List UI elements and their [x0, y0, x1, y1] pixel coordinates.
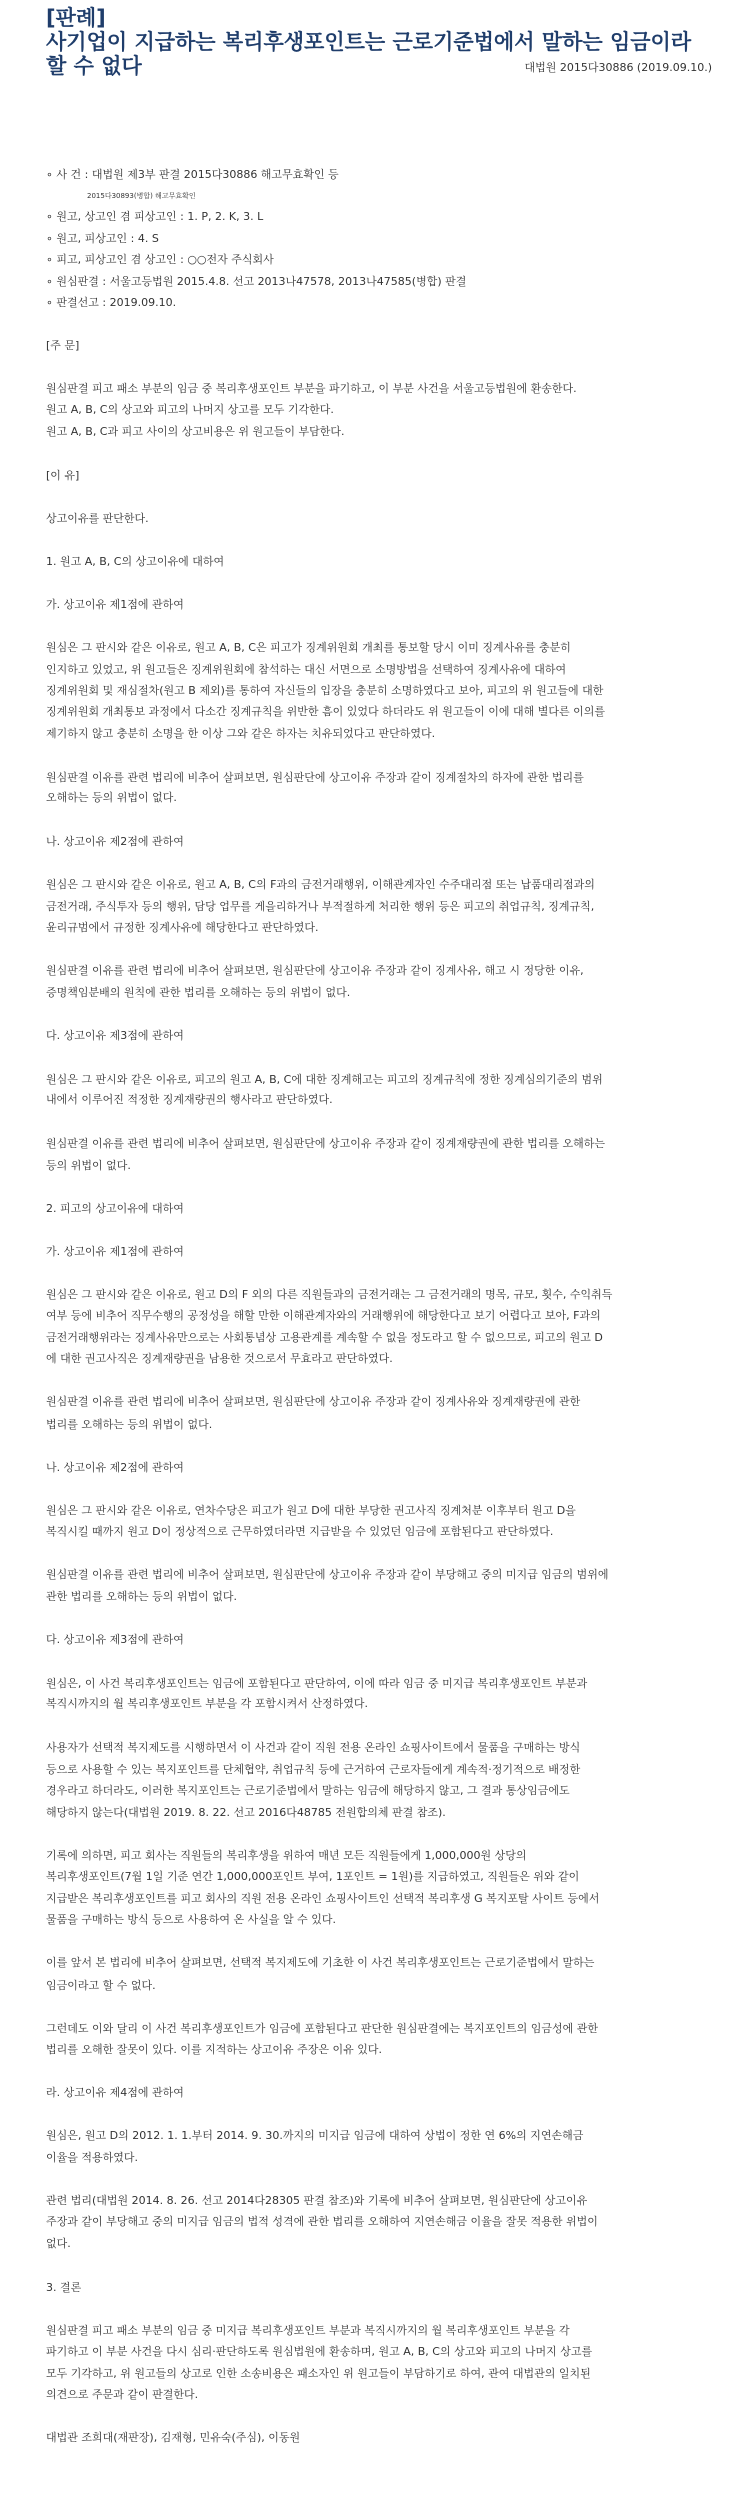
subsection-heading: 2. 피고의 상고이유에 대하여	[46, 1202, 184, 1215]
title-line: 사기업이 지급하는 복리후생포인트는 근로기준법에서 말하는 임금이라	[46, 30, 692, 54]
body-text-line: 원심판결 이유를 관련 법리에 비추어 살펴보면, 원심판단에 상고이유 주장과 같이 징계절차의 하자에 관한 법리를	[46, 770, 584, 784]
body-text-line: 오해하는 등의 위법이 없다.	[46, 791, 177, 805]
body-text-line: 원고 A, B, C과 피고 사이의 상고비용은 위 원고들이 부담한다.	[46, 425, 345, 439]
body-text-line: 기록에 의하면, 피고 회사는 직원들의 복리후생을 위하여 매년 모든 직원들에게 1,000,000원 상당의	[46, 1849, 527, 1863]
judges-signature: 대법관 조희대(재판장), 김재형, 민유숙(주심), 이동원	[46, 2430, 301, 2444]
body-text-line: 징계위원회 및 재심절차(원고 B 제외)를 통하여 자신들의 입장을 충분히 소명하였다고 보아, 피고의 위 원고들에 대한	[46, 684, 604, 698]
body-text-line: 원심은 그 판시와 같은 이유로, 연차수당은 피고가 원고 D에 대한 부당한 권고사직 징계처분 이후부터 원고 D을	[46, 1504, 576, 1517]
body-text-line: 증명책임분배의 원칙에 관한 법리를 오해하는 등의 위법이 없다.	[46, 986, 351, 1000]
subsection-heading: 다. 상고이유 제3점에 관하여	[46, 1633, 184, 1647]
subsection-heading: 3. 결론	[46, 2280, 82, 2294]
body-text-line: 등으로 사용할 수 있는 복지포인트를 단체협약, 취업규칙 등에 근거하여 근로자들에게 계속적·정기적으로 배정한	[46, 1762, 581, 1776]
body-text-line: 원심은 그 판시와 같은 이유로, 원고 D의 F 외의 다른 직원들과의 금전거래는 그 금전거래의 명목, 규모, 횟수, 수익취득	[46, 1288, 613, 1302]
body-text-line: 원고 A, B, C의 상고와 피고의 나머지 상고를 모두 기각한다.	[46, 403, 334, 417]
body-text-line: 원심판결 피고 패소 부분의 임금 중 미지급 복리후생포인트 부분과 복직시까지의 월 복리후생포인트 부분을 각	[46, 2323, 570, 2337]
body-text-line: 윤리규범에서 규정한 징계사유에 해당한다고 판단하였다.	[46, 920, 319, 934]
body-text-line: 없다.	[46, 2237, 71, 2251]
body-text-line: 복직시킬 때까지 원고 D이 정상적으로 근무하였더라면 지급받을 수 있었던 임금에 포함된다고 판단하였다.	[46, 1524, 554, 1538]
body-text-line: 법리를 오해하는 등의 위법이 없다.	[46, 1417, 213, 1431]
body-text-line: 관한 법리를 오해하는 등의 위법이 없다.	[46, 1590, 237, 1604]
body-text-line: 원심은 그 판시와 같은 이유로, 원고 A, B, C은 피고가 징계위원회 개최를 통보할 당시 이미 징계사유를 충분히	[46, 641, 571, 655]
body-text-line: 지급받은 복리후생포인트를 피고 회사의 직원 전용 온라인 쇼핑사이트인 선택적 복리후생 G 복지포탈 사이트 등에서	[46, 1892, 600, 1906]
subsection-heading: 가. 상고이유 제1점에 관하여	[46, 598, 184, 612]
body-text-line: 주장과 같이 부당해고 중의 미지급 임금의 법적 성격에 관한 법리를 오해하여 지연손해금 이율을 잘못 적용한 위법이	[46, 2215, 598, 2229]
case-info-line: ∘ 판결선고 : 2019.09.10.	[46, 296, 177, 310]
body-text-line: 파기하고 이 부분 사건을 다시 심리·판단하도록 원심법원에 환송하며, 원고 A, B, C의 상고와 피고의 나머지 상고를	[46, 2344, 593, 2358]
subsection-heading: 나. 상고이유 제2점에 관하여	[46, 1460, 184, 1474]
case-info-line: ∘ 원고, 상고인 겸 피상고인 : 1. P, 2. K, 3. L	[46, 209, 264, 223]
body-text-line: 해당하지 않는다(대법원 2019. 8. 22. 선고 2016다48785 전원합의체 판결 참조).	[46, 1805, 446, 1819]
case-citation: 대법원 2015다30886 (2019.09.10.)	[524, 61, 712, 74]
case-info-line: 2015다30893(병합) 해고무효확인	[87, 191, 196, 200]
title-line: 할 수 없다	[46, 54, 142, 78]
subsection-heading: 가. 상고이유 제1점에 관하여	[46, 1245, 184, 1259]
body-text-line: 제기하지 않고 충분히 소명을 한 이상 그와 같은 하자는 치유되었다고 판단하였다.	[46, 727, 436, 741]
body-text-line: 복리후생포인트(7월 1일 기준 연간 1,000,000포인트 부여, 1포인트 = 1원)를 지급하였고, 직원들은 위와 같이	[46, 1870, 580, 1883]
body-text-line: 임금이라고 할 수 없다.	[46, 1978, 156, 1992]
body-text-line: 에 대한 권고사직은 징계재량권을 남용한 것으로서 무효라고 판단하였다.	[46, 1352, 393, 1366]
body-text-line: 금전거래행위라는 징계사유만으로는 사회통념상 고용관계를 계속할 수 없을 정도라고 할 수 없으므로, 피고의 원고 D	[46, 1331, 603, 1345]
body-text-line: 원심판결 이유를 관련 법리에 비추어 살펴보면, 원심판단에 상고이유 주장과 같이 부당해고 중의 미지급 임금의 범위에	[46, 1568, 609, 1582]
body-text-line: 여부 등에 비추어 직무수행의 공정성을 해할 만한 이해관계자와의 거래행위에 해당한다고 보기 어렵다고 보아, F과의	[46, 1309, 601, 1323]
body-text-line: 상고이유를 판단한다.	[46, 511, 149, 525]
case-info-line: ∘ 사 건 : 대법원 제3부 판결 2015다30886 해고무효확인 등	[46, 168, 339, 181]
subsection-heading: 나. 상고이유 제2점에 관하여	[46, 834, 184, 848]
body-text-line: 원심은 그 판시와 같은 이유로, 원고 A, B, C의 F과의 금전거래행위, 이해관계자인 수주대리점 또는 납품대리점과의	[46, 877, 595, 891]
body-text-line: 이율을 적용하였다.	[46, 2151, 139, 2165]
body-text-line: 모두 기각하고, 위 원고들의 상고로 인한 소송비용은 패소자인 위 원고들이 부담하기로 하여, 관여 대법관의 일치된	[46, 2366, 591, 2380]
body-text-line: 법리를 오해한 잘못이 있다. 이를 지적하는 상고이유 주장은 이유 있다.	[46, 2042, 382, 2056]
subsection-heading: 라. 상고이유 제4점에 관하여	[46, 2085, 184, 2099]
body-text-line: 물품을 구매하는 방식 등으로 사용하여 온 사실을 알 수 있다.	[46, 1913, 336, 1927]
body-text-line: 원심은, 원고 D의 2012. 1. 1.부터 2014. 9. 30.까지의 미지급 임금에 대하여 상법이 정한 연 6%의 지연손해금	[46, 2128, 584, 2142]
body-text-line: 금전거래, 주식투자 등의 행위, 담당 업무를 게을리하거나 부적절하게 처리한 행위 등은 피고의 취업규칙, 징계규칙,	[46, 900, 595, 914]
body-text-line: 원심판결 피고 패소 부분의 임금 중 복리후생포인트 부분을 파기하고, 이 부분 사건을 서울고등법원에 환송한다.	[46, 382, 577, 396]
body-text-line: 인지하고 있었고, 위 원고들은 징계위원회에 참석하는 대신 서면으로 소명방법을 선택하여 징계사유에 대하여	[46, 663, 567, 677]
title-tag: [판례]	[46, 6, 106, 30]
body-text-line: 원심판결 이유를 관련 법리에 비추어 살펴보면, 원심판단에 상고이유 주장과 같이 징계사유와 징계재량권에 관한	[46, 1395, 581, 1409]
body-text-line: 의견으로 주문과 같이 판결한다.	[46, 2387, 199, 2401]
body-text-line: 원심판결 이유를 관련 법리에 비추어 살펴보면, 원심판단에 상고이유 주장과 같이 징계사유, 해고 시 정당한 이유,	[46, 964, 584, 978]
subsection-heading: 1. 원고 A, B, C의 상고이유에 대하여	[46, 554, 225, 568]
body-text-line: 징계위원회 개최통보 과정에서 다소간 징계규칙을 위반한 흠이 있었다 하더라도 위 원고들이 이에 대해 별다른 이의를	[46, 705, 605, 719]
body-text-line: 등의 위법이 없다.	[46, 1158, 131, 1172]
case-info-line: ∘ 피고, 피상고인 겸 상고인 : ○○전자 주식회사	[46, 252, 274, 266]
case-info-line: ∘ 원고, 피상고인 : 4. S	[46, 232, 159, 246]
body-text-line: 내에서 이루어진 적정한 징계재량권의 행사라고 판단하였다.	[46, 1093, 333, 1107]
body-text-line: 원심은 그 판시와 같은 이유로, 피고의 원고 A, B, C에 대한 징계해고는 피고의 징계규칙에 정한 징계심의기준의 범위	[46, 1072, 603, 1086]
body-text-line: 원심은, 이 사건 복리후생포인트는 임금에 포함된다고 판단하여, 이에 따라 임금 중 미지급 복리후생포인트 부분과	[46, 1676, 588, 1690]
body-text-line: 원심판결 이유를 관련 법리에 비추어 살펴보면, 원심판단에 상고이유 주장과 같이 징계재량권에 관한 법리를 오해하는	[46, 1136, 605, 1150]
body-text-line: 경우라고 하더라도, 이러한 복지포인트는 근로기준법에서 말하는 임금에 해당하지 않고, 그 결과 통상임금에도	[46, 1783, 570, 1797]
case-info-line: ∘ 원심판결 : 서울고등법원 2015.4.8. 선고 2013나47578, 2013나47585(병합) 판결	[46, 275, 467, 289]
body-text-line: 사용자가 선택적 복지제도를 시행하면서 이 사건과 같이 직원 전용 온라인 쇼핑사이트에서 물품을 구매하는 방식	[46, 1740, 581, 1754]
body-text-line: 그런데도 이와 달리 이 사건 복리후생포인트가 임금에 포함된다고 판단한 원심판결에는 복지포인트의 임금성에 관한	[46, 2021, 599, 2035]
subsection-heading: 다. 상고이유 제3점에 관하여	[46, 1029, 184, 1043]
section-heading: [이 유]	[46, 468, 80, 482]
section-heading: [주 문]	[46, 339, 80, 353]
body-text-line: 관련 법리(대법원 2014. 8. 26. 선고 2014다28305 판결 참조)와 기록에 비추어 살펴보면, 원심판단에 상고이유	[46, 2194, 588, 2208]
body-text-line: 복직시까지의 월 복리후생포인트 부분을 각 포함시켜서 산정하였다.	[46, 1697, 369, 1711]
body-text-line: 이를 앞서 본 법리에 비추어 살펴보면, 선택적 복지제도에 기초한 이 사건 복리후생포인트는 근로기준법에서 말하는	[46, 1956, 595, 1970]
